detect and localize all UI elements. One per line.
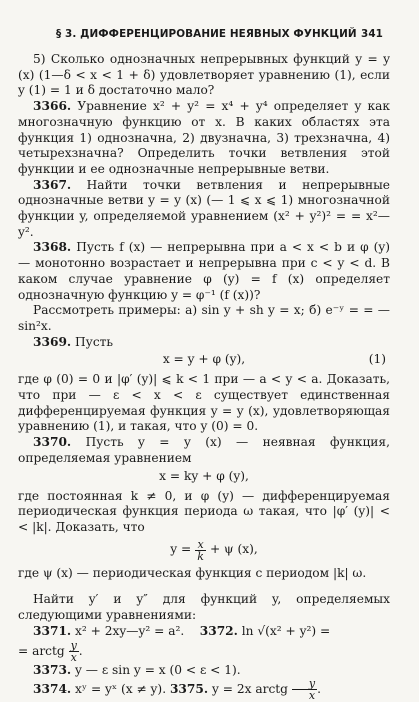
problem-number: 3366.	[33, 99, 72, 114]
problem-number: 3369.	[33, 334, 72, 349]
problem-3366	[18, 99, 390, 178]
equation-formula: x = y + φ (y),	[162, 352, 246, 367]
equation-number: (1)	[368, 352, 386, 367]
problem-number: 3367.	[33, 177, 72, 192]
problem-3368	[18, 240, 390, 303]
instruction-text: Найти y′ и y″ для функций y, определяемых следующими уравнениями:	[18, 592, 390, 623]
problem-3367	[18, 178, 390, 241]
fraction	[69, 640, 79, 663]
equation-implicit	[18, 469, 390, 486]
running-header	[0, 28, 419, 48]
problem-3371-3372	[18, 624, 390, 640]
problem-text: Пусть f (x) — непрерывна при a < x < b и φ (y) — монотонно возрастает и непрерывна при c < y < d. В каком случае уравнение φ (y) = f (x) определяет однозначную функцию y = φ⁻¹ (f (x))?	[18, 240, 391, 302]
equation-fraction	[38, 539, 390, 562]
problem-number: 3373.	[33, 662, 72, 677]
punctuation: .	[317, 682, 321, 697]
fraction	[292, 678, 317, 701]
spacer	[18, 581, 390, 592]
problem-text: y = 2x arctg	[212, 682, 288, 697]
fraction-denominator: k	[197, 549, 204, 563]
problem-3370-end: где ψ (x) — периодическая функция с периодом |k| ω.	[18, 565, 367, 580]
fraction	[195, 539, 206, 562]
problem-3374-3375	[18, 678, 390, 701]
problem-number: 3372.	[199, 623, 238, 638]
fraction-numerator: y	[292, 678, 317, 690]
equation-formula: x = ky + φ (y),	[159, 468, 249, 483]
problem-3368-examples: Рассмотреть примеры: а) sin y + sh y = x; б) e⁻ʸ = = — sin²x.	[18, 303, 390, 333]
problem-3369	[18, 335, 390, 351]
problem-3372-continued	[18, 640, 390, 663]
problem-text: Найти точки ветвления и непрерывные однозначные ветви y = y (x) (— 1 ⩽ x ⩽ 1) многозначной функции y, определяемой уравнением (x² + y²)² = = x²—y².	[18, 177, 390, 239]
problem-text: ln √(x² + y²) =	[241, 623, 331, 638]
equation-1	[18, 352, 390, 369]
problem-number: 3370.	[33, 435, 72, 450]
problem-text: xʸ = yˣ (x ≠ y).	[75, 682, 167, 697]
problem-text: y — ε sin y = x (0 < ε < 1).	[75, 662, 241, 677]
problem-number: 3368.	[33, 240, 72, 255]
fraction-numerator: x	[197, 537, 204, 551]
fraction-denominator: x	[308, 689, 316, 702]
section-title: § 3. ДИФФЕРЕНЦИРОВАНИЕ НЕЯВНЫХ ФУНКЦИЙ	[56, 28, 357, 40]
problem-3373	[18, 663, 390, 679]
page-body	[18, 52, 390, 701]
problem-5-text: 5) Сколько однозначных непрерывных функций y = y (x) (1—δ < x < 1 + δ) удовлетворяет уравнению (1), если y (1) = 1 и δ достаточно мало?	[18, 52, 390, 98]
problem-3370	[18, 435, 390, 466]
problem-text: Пусть y = y (x) — неявная функция, определяемая уравнением	[18, 435, 390, 465]
problem-number: 3375.	[169, 682, 209, 697]
fraction-denominator: x	[70, 650, 77, 664]
problem-3369-body: где φ (0) = 0 и |φ′ (y)| ⩽ k < 1 при — a < y < a. Доказать, что при — ε < x < ε существует единственная дифференцируемая функция y = y (x), удовлетворяющая уравнению (1), и такая, что y (0) = 0.	[18, 372, 390, 434]
equation-rhs: + ψ (x),	[209, 542, 258, 557]
problem-text: x² + 2xy—y² = a².	[75, 623, 185, 638]
page-number: 341	[361, 28, 383, 40]
equation-lhs: = arctg	[18, 643, 65, 658]
problem-3370-body: где постоянная k ≠ 0, и φ (y) — дифференцируемая периодическая функция периода ω такая, что |φ′ (y)| < < |k|. Доказать, что	[18, 488, 390, 534]
problem-number: 3374.	[33, 682, 72, 697]
problem-text: Уравнение x² + y² = x⁴ + y⁴ определяет y как многозначную функцию от x. В каких областях эта функция 1) однозначна, 2) двузначна, 3) трехзначна, 4) четырехзначна? Определить точки ветвления этой функции и ее однозначные непрерывные ветви.	[18, 99, 390, 176]
problem-number: 3371.	[33, 623, 72, 638]
fraction-numerator: y	[70, 638, 77, 652]
punctuation: .	[78, 643, 83, 658]
equation-lhs: y =	[170, 542, 192, 557]
problem-text: Пусть	[75, 334, 114, 349]
